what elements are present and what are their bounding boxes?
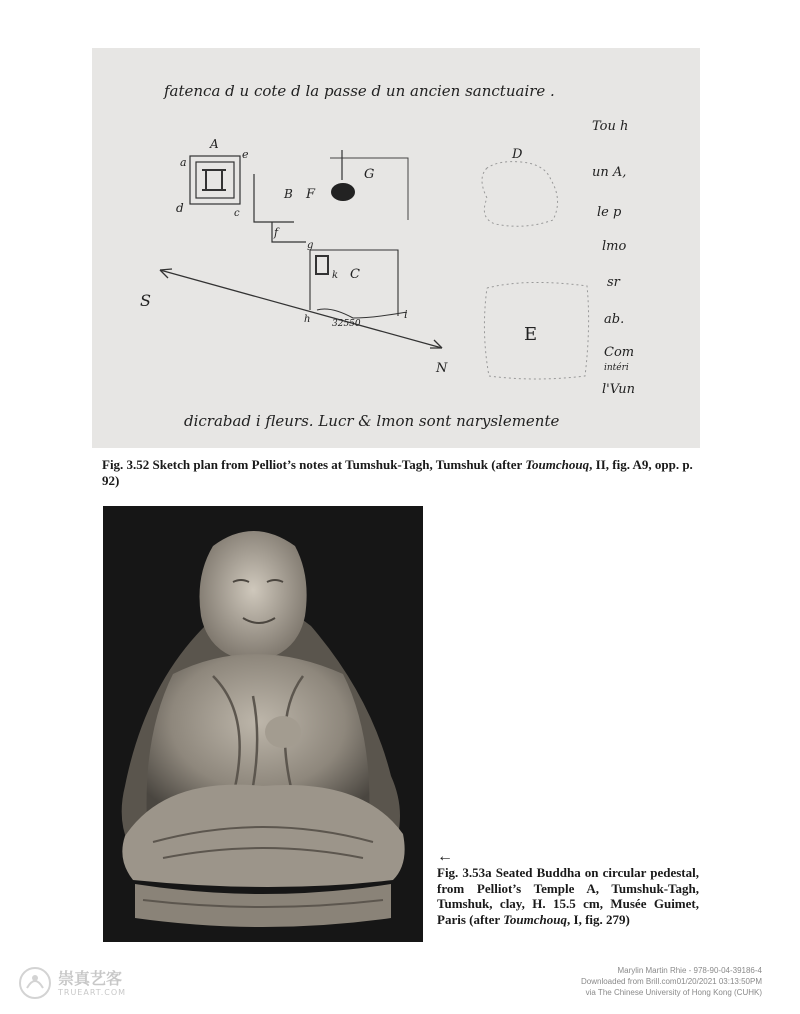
label-point-a: a (180, 156, 187, 169)
buddha-hand (265, 716, 301, 748)
label-point-h: h (304, 314, 311, 325)
sketch-plan-figure (92, 48, 700, 448)
sketch-note-line: ab. (604, 312, 625, 327)
buddha-head (200, 531, 307, 662)
label-room-b: B (284, 187, 293, 201)
sketch-note-line: le p (597, 205, 622, 220)
label-point-k: k (332, 270, 339, 281)
label-point-e: e (242, 148, 249, 161)
watermark (18, 966, 126, 1000)
label-room-g: G (364, 167, 375, 182)
watermark-chinese: 崇真艺客 (58, 968, 123, 988)
sketch-top-line: fatenca d u cote d la passe d un ancien sanctuaire . (164, 82, 555, 100)
sketch-plan-drawing (92, 48, 700, 448)
label-room-c: C (350, 267, 360, 282)
label-room-d: D (512, 147, 523, 162)
buddha-photo-figure (97, 500, 429, 948)
label-point-d: d (176, 201, 184, 215)
footer-institution-line: via The Chinese University of Hong Kong (CUHK) (585, 988, 762, 997)
sketch-note-line: sr (607, 275, 620, 290)
label-measurement: 32550 (332, 319, 361, 329)
label-point-f: f (274, 226, 279, 239)
dark-mark-f (331, 183, 355, 201)
label-point-c: c (234, 208, 240, 219)
download-footer (581, 965, 762, 998)
label-north: N (436, 361, 448, 376)
footer-download-line: Downloaded from Brill.com01/20/2021 03:13:50PM (581, 977, 762, 986)
watermark-english: TRUEART.COM (58, 987, 127, 997)
label-point-g: g (307, 240, 314, 251)
label-point-f-upper: F (306, 187, 316, 202)
label-room-a: A (210, 137, 219, 151)
figure-2-caption: Fig. 3.53a Seated Buddha on circular pedestal, from Pelliot’s Temple A, Tumshuk-Tagh, Tumshuk, clay, H. 15.5 cm, Musée Guimet, Paris (after Toumchouq, I, fig. 279) (437, 865, 699, 927)
sketch-note-line: un A, (592, 165, 627, 180)
label-room-e: E (524, 324, 538, 345)
label-south: S (140, 291, 151, 310)
sketch-note-line: Com (604, 345, 635, 360)
sketch-note-line: intéri (604, 363, 629, 373)
seated-buddha-photo (103, 506, 423, 942)
label-point-i: i (404, 308, 408, 321)
figure-1-caption: Fig. 3.52 Sketch plan from Pelliot’s notes at Tumshuk-Tagh, Tumshuk (after Toumchouq, II, fig. A9, opp. p. 92) (102, 457, 693, 488)
sketch-note-line: Tou h (592, 119, 629, 134)
sketch-bottom-line: dicrabad i fleurs. Lucr & lmon sont naryslemente (184, 412, 560, 430)
left-arrow-icon: ← (437, 848, 453, 865)
sketch-note-line: lmo (602, 239, 627, 254)
watermark-logo-icon (18, 966, 52, 1000)
sketch-note-line: l'Vun (602, 382, 636, 397)
footer-author-line: Marylin Martin Rhie - 978-90-04-39186-4 (617, 966, 762, 975)
